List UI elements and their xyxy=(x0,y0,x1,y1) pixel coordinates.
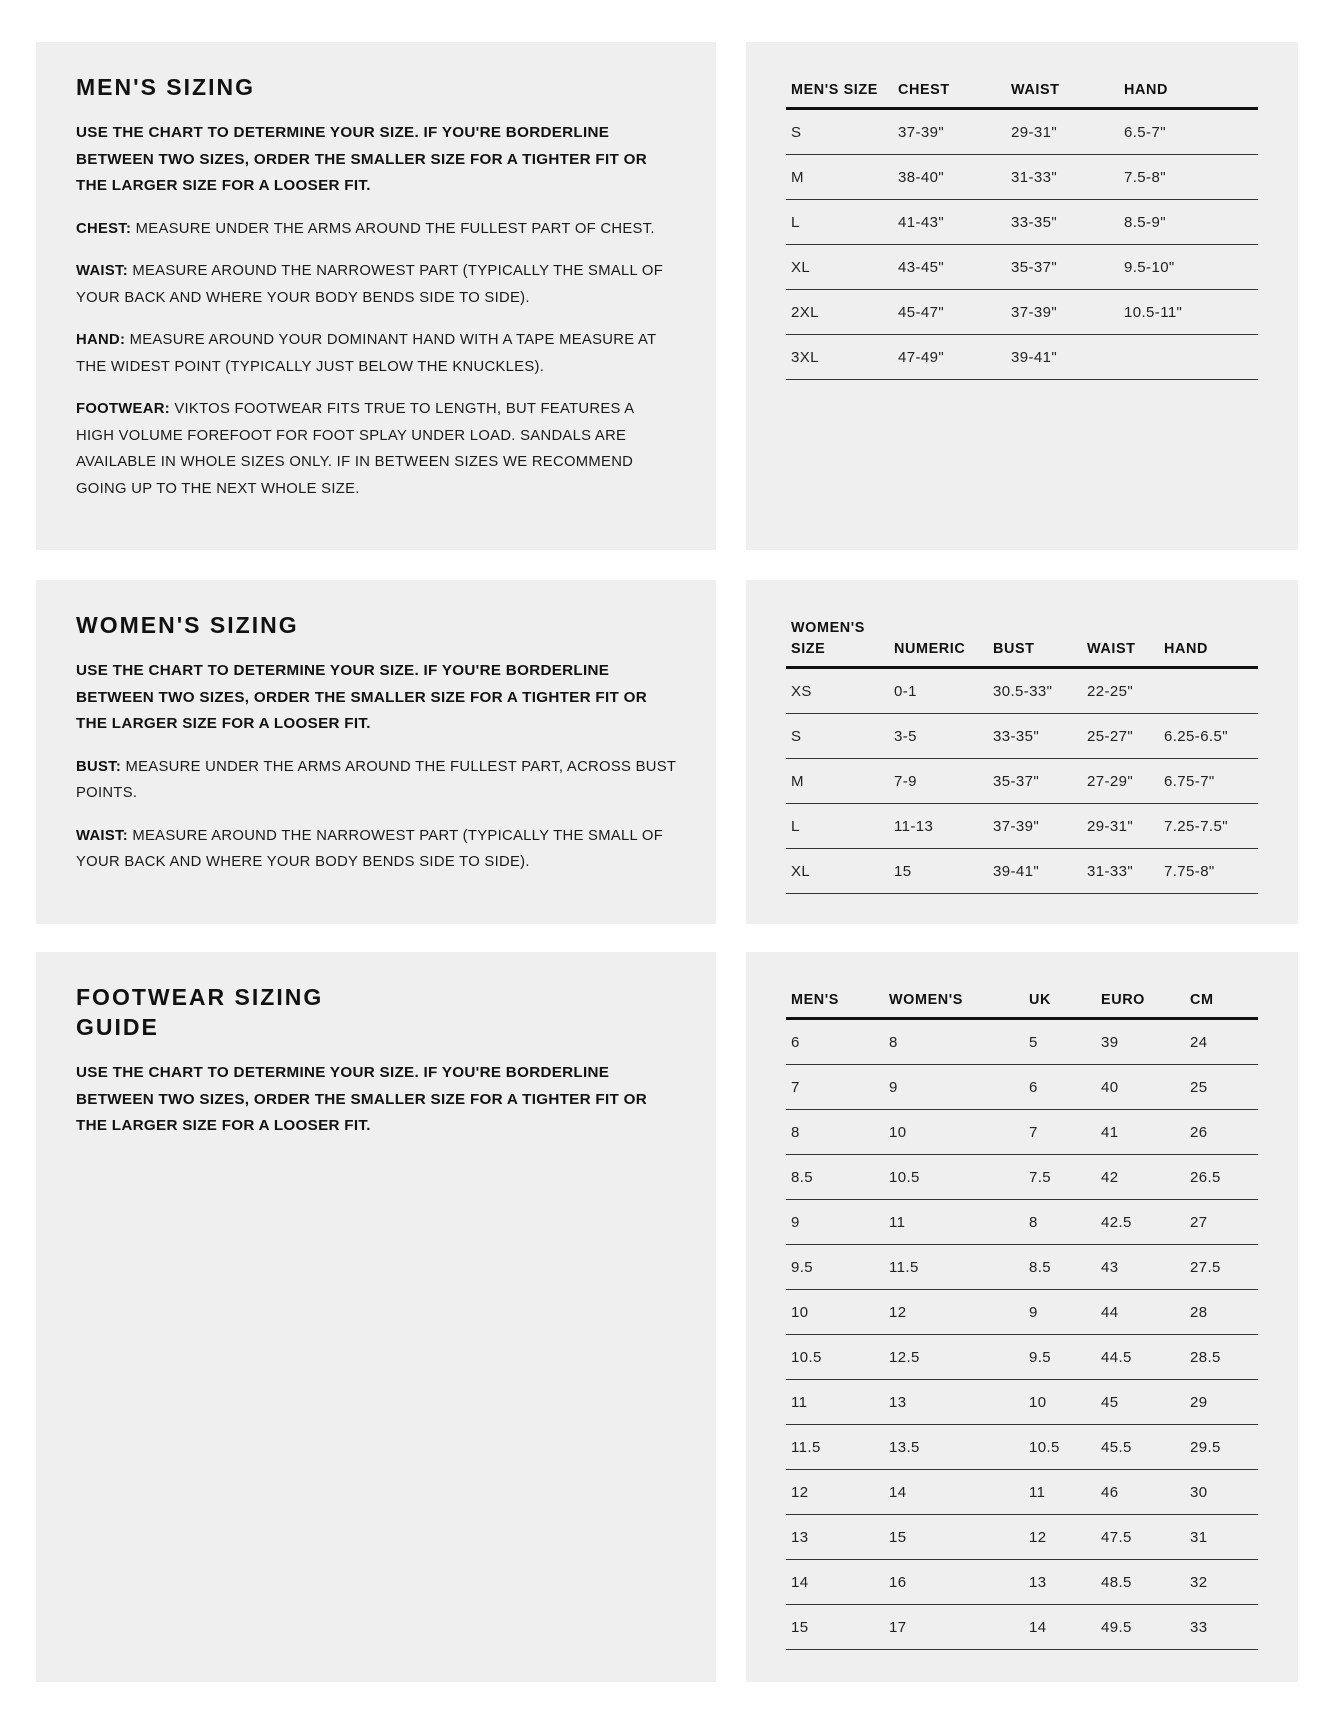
table-cell: XS xyxy=(786,668,889,714)
footwear-sizing-info-panel xyxy=(36,952,716,1682)
table-cell: 22-25" xyxy=(1082,668,1159,714)
table-cell: 25-27" xyxy=(1082,714,1159,759)
footwear-sizing-title: FOOTWEAR SIZING GUIDE xyxy=(76,984,324,1040)
column-header: BUST xyxy=(988,618,1082,668)
mens-chest-note: CHEST: MEASURE UNDER THE ARMS AROUND THE FULLEST PART OF CHEST. xyxy=(76,220,655,237)
table-row xyxy=(786,1470,1258,1515)
womens-size-chart-panel xyxy=(746,580,1298,924)
table-cell: 15 xyxy=(889,849,988,894)
table-cell: 15 xyxy=(884,1515,1024,1560)
table-cell: 11 xyxy=(1024,1470,1096,1515)
table-row xyxy=(786,1065,1258,1110)
table-row xyxy=(786,668,1258,714)
table-cell: 31-33" xyxy=(1082,849,1159,894)
table-cell: XL xyxy=(786,245,893,290)
table-cell: 46 xyxy=(1096,1470,1185,1515)
column-header: WAIST xyxy=(1006,80,1119,109)
table-cell: 9.5 xyxy=(1024,1335,1096,1380)
table-cell: 12 xyxy=(786,1470,884,1515)
table-header-row xyxy=(786,618,1258,668)
table-cell: 16 xyxy=(884,1560,1024,1605)
table-cell: 28 xyxy=(1185,1290,1258,1335)
table-cell: 30 xyxy=(1185,1470,1258,1515)
mens-hand-note: HAND: MEASURE AROUND YOUR DOMINANT HAND WITH A TAPE MEASURE AT THE WIDEST POINT (TYPICALLY JUST BELOW THE KNUCKLES). xyxy=(76,332,657,375)
table-cell: 17 xyxy=(884,1605,1024,1650)
table-row xyxy=(786,109,1258,155)
table-cell: 6.25-6.5" xyxy=(1159,714,1258,759)
table-cell: 10 xyxy=(786,1290,884,1335)
table-cell: 39 xyxy=(1096,1019,1185,1065)
table-cell: 27 xyxy=(1185,1200,1258,1245)
table-row xyxy=(786,200,1258,245)
table-row xyxy=(786,245,1258,290)
table-cell: 11.5 xyxy=(884,1245,1024,1290)
table-cell: 42.5 xyxy=(1096,1200,1185,1245)
table-cell: 13 xyxy=(786,1515,884,1560)
table-row xyxy=(786,804,1258,849)
table-cell: 8 xyxy=(786,1110,884,1155)
table-cell: 33-35" xyxy=(988,714,1082,759)
footwear-intro-text: USE THE CHART TO DETERMINE YOUR SIZE. IF YOU'RE BORDERLINE BETWEEN TWO SIZES, ORDER THE SMALLER SIZE FOR A TIGHTER FIT OR THE LARGER SIZE FOR A LOOSER FIT. xyxy=(76,1064,647,1134)
table-row xyxy=(786,290,1258,335)
table-cell: 13 xyxy=(884,1380,1024,1425)
table-row xyxy=(786,759,1258,804)
womens-intro-text: USE THE CHART TO DETERMINE YOUR SIZE. IF YOU'RE BORDERLINE BETWEEN TWO SIZES, ORDER THE SMALLER SIZE FOR A TIGHTER FIT OR THE LARGER SIZE FOR A LOOSER FIT. xyxy=(76,662,647,732)
table-row xyxy=(786,1245,1258,1290)
table-cell: 14 xyxy=(884,1470,1024,1515)
mens-footwear-note: FOOTWEAR: VIKTOS FOOTWEAR FITS TRUE TO LENGTH, BUT FEATURES A HIGH VOLUME FOREFOOT FOR FOOT SPLAY UNDER LOAD. SANDALS ARE AVAILABLE IN WHOLE SIZES ONLY. IF IN BETWEEN SIZES WE RECOMMEND GOING UP TO THE NEXT WHOLE SIZE. xyxy=(76,401,634,497)
womens-sizing-title: WOMEN'S SIZING xyxy=(76,612,299,638)
table-cell: 7.25-7.5" xyxy=(1159,804,1258,849)
table-row xyxy=(786,714,1258,759)
table-cell: 9.5-10" xyxy=(1119,245,1258,290)
womens-bust-note: BUST: MEASURE UNDER THE ARMS AROUND THE FULLEST PART, ACROSS BUST POINTS. xyxy=(76,758,676,801)
table-cell: 9 xyxy=(1024,1290,1096,1335)
table-cell: 9 xyxy=(786,1200,884,1245)
table-row xyxy=(786,849,1258,894)
table-cell: 32 xyxy=(1185,1560,1258,1605)
table-cell: 14 xyxy=(786,1560,884,1605)
table-cell: 26 xyxy=(1185,1110,1258,1155)
table-cell: 10.5 xyxy=(884,1155,1024,1200)
table-cell: 27-29" xyxy=(1082,759,1159,804)
table-cell: 9.5 xyxy=(786,1245,884,1290)
table-cell: 3-5 xyxy=(889,714,988,759)
table-cell: XL xyxy=(786,849,889,894)
table-cell: 30.5-33" xyxy=(988,668,1082,714)
table-cell: 11 xyxy=(884,1200,1024,1245)
table-cell: 13 xyxy=(1024,1560,1096,1605)
column-header: MEN'S xyxy=(786,990,884,1019)
table-row xyxy=(786,1200,1258,1245)
table-cell: L xyxy=(786,804,889,849)
table-row xyxy=(786,335,1258,380)
table-cell: 47.5 xyxy=(1096,1515,1185,1560)
mens-size-table xyxy=(786,80,1258,380)
table-cell: 12.5 xyxy=(884,1335,1024,1380)
table-cell: 10.5 xyxy=(1024,1425,1096,1470)
table-cell xyxy=(1159,668,1258,714)
table-cell: 37-39" xyxy=(893,109,1006,155)
table-cell: 7.75-8" xyxy=(1159,849,1258,894)
column-header: CM xyxy=(1185,990,1258,1019)
table-cell: 25 xyxy=(1185,1065,1258,1110)
table-cell: 2XL xyxy=(786,290,893,335)
table-cell: 40 xyxy=(1096,1065,1185,1110)
table-cell: 31-33" xyxy=(1006,155,1119,200)
table-cell: 8 xyxy=(1024,1200,1096,1245)
womens-waist-note: WAIST: MEASURE AROUND THE NARROWEST PART (TYPICALLY THE SMALL OF YOUR BACK AND WHERE YOUR BODY BENDS SIDE TO SIDE). xyxy=(76,827,664,870)
table-cell: 29-31" xyxy=(1006,109,1119,155)
table-header-row xyxy=(786,990,1258,1019)
table-cell: 3XL xyxy=(786,335,893,380)
table-cell: 39-41" xyxy=(988,849,1082,894)
mens-sizing-title: MEN'S SIZING xyxy=(76,74,255,100)
mens-waist-note: WAIST: MEASURE AROUND THE NARROWEST PART (TYPICALLY THE SMALL OF YOUR BACK AND WHERE YOUR BODY BENDS SIDE TO SIDE). xyxy=(76,263,664,306)
table-cell: 44.5 xyxy=(1096,1335,1185,1380)
column-header: HAND xyxy=(1119,80,1258,109)
column-header: NUMERIC xyxy=(889,618,988,668)
table-cell: S xyxy=(786,714,889,759)
table-cell xyxy=(1119,335,1258,380)
table-cell: 6 xyxy=(786,1019,884,1065)
table-cell: 38-40" xyxy=(893,155,1006,200)
table-cell: 35-37" xyxy=(988,759,1082,804)
table-cell: 8.5 xyxy=(786,1155,884,1200)
footwear-size-chart-panel xyxy=(746,952,1298,1682)
table-cell: 29-31" xyxy=(1082,804,1159,849)
column-header: WOMEN'S SIZE xyxy=(786,618,889,668)
table-cell: 11 xyxy=(786,1380,884,1425)
table-cell: 8.5-9" xyxy=(1119,200,1258,245)
table-cell: L xyxy=(786,200,893,245)
table-cell: 43-45" xyxy=(893,245,1006,290)
table-cell: 6.75-7" xyxy=(1159,759,1258,804)
table-row xyxy=(786,1560,1258,1605)
table-cell: 33 xyxy=(1185,1605,1258,1650)
table-cell: 15 xyxy=(786,1605,884,1650)
table-cell: 48.5 xyxy=(1096,1560,1185,1605)
table-cell: 8 xyxy=(884,1019,1024,1065)
table-cell: 10 xyxy=(1024,1380,1096,1425)
table-cell: 28.5 xyxy=(1185,1335,1258,1380)
table-cell: 33-35" xyxy=(1006,200,1119,245)
table-cell: 47-49" xyxy=(893,335,1006,380)
table-cell: 49.5 xyxy=(1096,1605,1185,1650)
table-cell: 42 xyxy=(1096,1155,1185,1200)
table-row xyxy=(786,1605,1258,1650)
table-row xyxy=(786,1110,1258,1155)
table-cell: 27.5 xyxy=(1185,1245,1258,1290)
table-header-row xyxy=(786,80,1258,109)
table-cell: 39-41" xyxy=(1006,335,1119,380)
table-cell: 29 xyxy=(1185,1380,1258,1425)
table-cell: 12 xyxy=(884,1290,1024,1335)
mens-table-body xyxy=(786,109,1258,380)
table-cell: 7.5-8" xyxy=(1119,155,1258,200)
table-cell: 10.5 xyxy=(786,1335,884,1380)
table-row xyxy=(786,1425,1258,1470)
table-cell: 45.5 xyxy=(1096,1425,1185,1470)
table-cell: 31 xyxy=(1185,1515,1258,1560)
table-cell: 35-37" xyxy=(1006,245,1119,290)
table-cell: M xyxy=(786,155,893,200)
table-cell: 11.5 xyxy=(786,1425,884,1470)
table-cell: 41 xyxy=(1096,1110,1185,1155)
table-cell: 12 xyxy=(1024,1515,1096,1560)
table-cell: 45 xyxy=(1096,1380,1185,1425)
footwear-table-body xyxy=(786,1019,1258,1650)
table-cell: 37-39" xyxy=(1006,290,1119,335)
table-cell: 10 xyxy=(884,1110,1024,1155)
column-header: UK xyxy=(1024,990,1096,1019)
table-cell: 45-47" xyxy=(893,290,1006,335)
column-header: WOMEN'S xyxy=(884,990,1024,1019)
table-cell: 37-39" xyxy=(988,804,1082,849)
table-cell: 44 xyxy=(1096,1290,1185,1335)
table-cell: 6 xyxy=(1024,1065,1096,1110)
table-row xyxy=(786,1515,1258,1560)
table-cell: 26.5 xyxy=(1185,1155,1258,1200)
footwear-size-table xyxy=(786,990,1258,1650)
column-header: HAND xyxy=(1159,618,1258,668)
table-cell: M xyxy=(786,759,889,804)
table-row xyxy=(786,1380,1258,1425)
table-cell: S xyxy=(786,109,893,155)
mens-sizing-info-panel xyxy=(36,42,716,550)
table-cell: 7.5 xyxy=(1024,1155,1096,1200)
column-header: CHEST xyxy=(893,80,1006,109)
column-header: EURO xyxy=(1096,990,1185,1019)
table-cell: 41-43" xyxy=(893,200,1006,245)
mens-intro-text: USE THE CHART TO DETERMINE YOUR SIZE. IF YOU'RE BORDERLINE BETWEEN TWO SIZES, ORDER THE SMALLER SIZE FOR A TIGHTER FIT OR THE LARGER SIZE FOR A LOOSER FIT. xyxy=(76,124,647,194)
table-cell: 7 xyxy=(1024,1110,1096,1155)
table-cell: 6.5-7" xyxy=(1119,109,1258,155)
table-cell: 29.5 xyxy=(1185,1425,1258,1470)
table-cell: 24 xyxy=(1185,1019,1258,1065)
table-row xyxy=(786,1155,1258,1200)
table-cell: 43 xyxy=(1096,1245,1185,1290)
table-cell: 7 xyxy=(786,1065,884,1110)
womens-size-table xyxy=(786,618,1258,894)
table-row xyxy=(786,1290,1258,1335)
womens-sizing-info-panel xyxy=(36,580,716,924)
table-cell: 14 xyxy=(1024,1605,1096,1650)
table-cell: 10.5-11" xyxy=(1119,290,1258,335)
table-row xyxy=(786,1019,1258,1065)
table-row xyxy=(786,155,1258,200)
table-cell: 5 xyxy=(1024,1019,1096,1065)
table-cell: 11-13 xyxy=(889,804,988,849)
table-row xyxy=(786,1335,1258,1380)
mens-size-chart-panel xyxy=(746,42,1298,550)
table-cell: 7-9 xyxy=(889,759,988,804)
column-header: MEN'S SIZE xyxy=(786,80,893,109)
table-cell: 9 xyxy=(884,1065,1024,1110)
table-cell: 13.5 xyxy=(884,1425,1024,1470)
womens-table-body xyxy=(786,668,1258,894)
table-cell: 8.5 xyxy=(1024,1245,1096,1290)
table-cell: 0-1 xyxy=(889,668,988,714)
column-header: WAIST xyxy=(1082,618,1159,668)
